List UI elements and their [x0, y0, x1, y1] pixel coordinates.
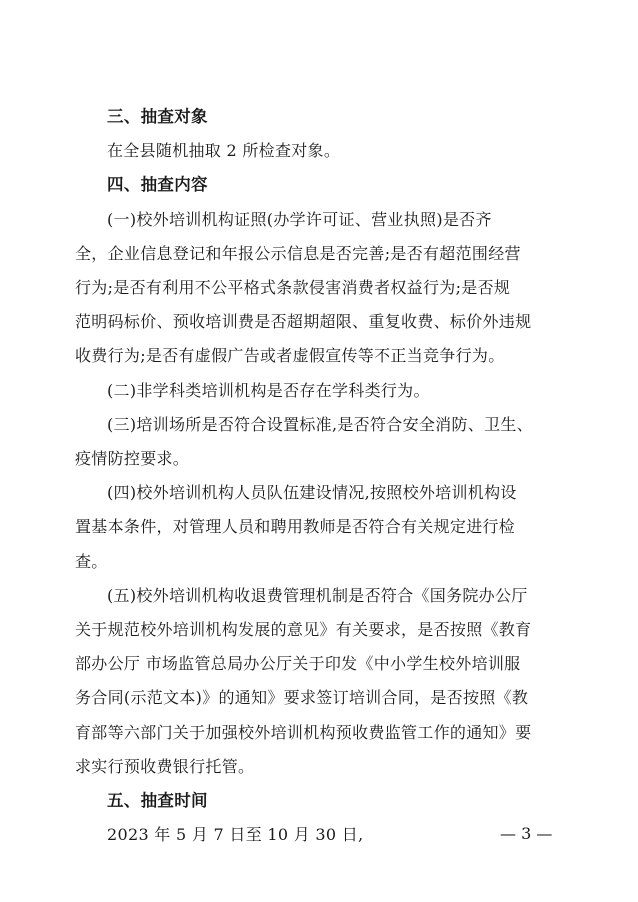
paragraph-line: 全，企业信息登记和年报公示信息是否完善;是否有超范围经营: [75, 244, 521, 263]
section-heading-inspection-targets: 三、抽查对象: [107, 107, 208, 126]
paragraph-line: 在全县随机抽取 2 所检查对象。: [107, 141, 341, 160]
paragraph-line: 行为;是否有利用不公平格式条款侵害消费者权益行为;是否规: [75, 278, 511, 297]
paragraph-line: 求实行预收费银行托管。: [75, 757, 255, 776]
paragraph-line: 置基本条件，对管理人员和聘用教师是否符合有关规定进行检: [75, 517, 516, 536]
paragraph-line: (五)校外培训机构收退费管理机制是否符合《国务院办公厅: [107, 586, 528, 605]
page-number: — 3 —: [500, 824, 553, 843]
paragraph-line: (四)校外培训机构人员队伍建设情况,按照校外培训机构设: [107, 483, 517, 502]
paragraph-line: (一)校外培训机构证照(办学许可证、营业执照)是否齐: [107, 210, 492, 229]
paragraph-line: 2023 年 5 月 7 日至 10 月 30 日,: [107, 825, 364, 844]
paragraph-line: 务合同(示范文本)》的通知》要求签订培训合同，是否按照《教: [75, 688, 529, 707]
paragraph-line: 范明码标价、预收培训费是否超期超限、重复收费、标价外违规: [75, 312, 532, 331]
paragraph-line: 查。: [75, 552, 108, 571]
paragraph-line: 育部等六部门关于加强校外培训机构预收费监管工作的通知》要: [75, 723, 532, 742]
section-heading-inspection-content: 四、抽查内容: [107, 175, 208, 194]
paragraph-line: 部办公厅 市场监管总局办公厅关于印发《中小学生校外培训服: [75, 654, 521, 673]
section-heading-inspection-time: 五、抽查时间: [107, 791, 208, 810]
paragraph-line: (三)培训场所是否符合设置标准,是否符合安全消防、卫生、: [107, 415, 533, 434]
paragraph-line: 关于规范校外培训机构发展的意见》有关要求，是否按照《教育: [75, 620, 532, 639]
paragraph-line: 收费行为;是否有虚假广告或者虚假宣传等不正当竞争行为。: [75, 346, 505, 365]
paragraph-line: (二)非学科类培训机构是否存在学科类行为。: [107, 381, 430, 400]
paragraph-line: 疫情防控要求。: [75, 449, 190, 468]
